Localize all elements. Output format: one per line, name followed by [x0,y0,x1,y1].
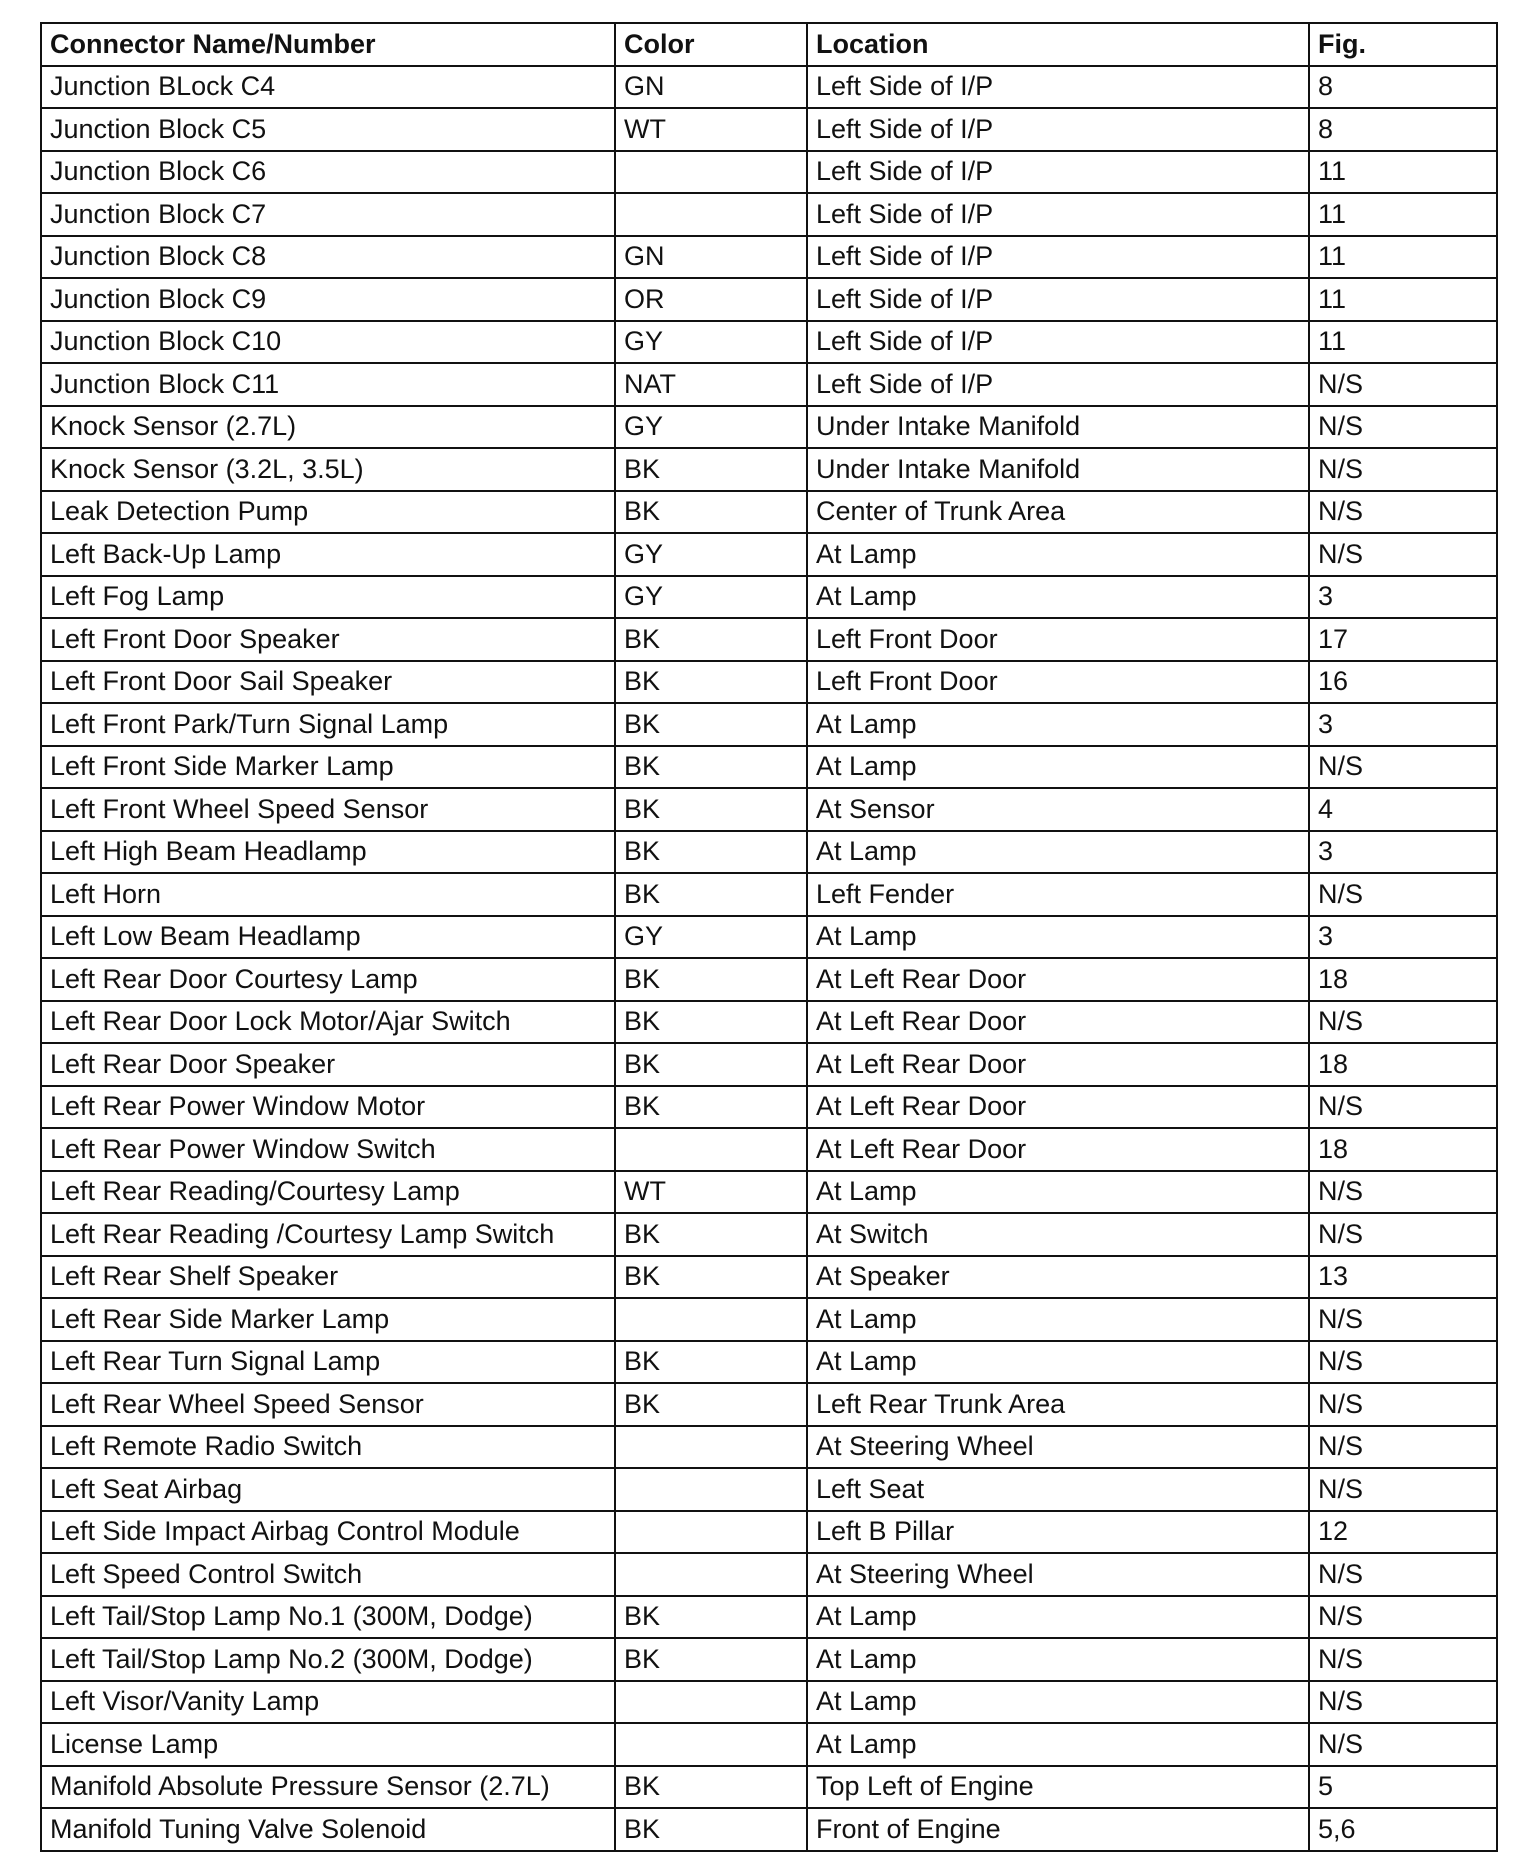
cell-color: GY [615,533,807,576]
table-row [41,1468,1497,1511]
table-row [41,1766,1497,1809]
cell-location: At Lamp [807,1638,1309,1681]
cell-color: BK [615,1213,807,1256]
cell-color [615,1298,807,1341]
cell-connector-name: Junction Block C9 [41,278,615,321]
cell-location: At Lamp [807,1681,1309,1724]
cell-location: Left Seat [807,1468,1309,1511]
cell-fig: 4 [1309,788,1497,831]
cell-color: GN [615,66,807,109]
cell-color: BK [615,958,807,1001]
cell-location: Left Side of I/P [807,321,1309,364]
cell-color: WT [615,1171,807,1214]
cell-location: Under Intake Manifold [807,448,1309,491]
cell-connector-name: License Lamp [41,1723,615,1766]
cell-location: Left Front Door [807,618,1309,661]
cell-fig: N/S [1309,1383,1497,1426]
cell-location: At Left Rear Door [807,1001,1309,1044]
table-row [41,1128,1497,1171]
cell-connector-name: Left Rear Door Courtesy Lamp [41,958,615,1001]
table-row [41,1001,1497,1044]
table-row [41,1171,1497,1214]
table-row [41,1086,1497,1129]
cell-color [615,1723,807,1766]
table-row [41,958,1497,1001]
cell-fig: 5 [1309,1766,1497,1809]
cell-location: At Lamp [807,831,1309,874]
table-row [41,448,1497,491]
cell-location: Center of Trunk Area [807,491,1309,534]
cell-fig: N/S [1309,1341,1497,1384]
cell-color: BK [615,703,807,746]
table-row [41,661,1497,704]
cell-fig: N/S [1309,448,1497,491]
cell-color [615,1681,807,1724]
cell-location: Left Side of I/P [807,151,1309,194]
cell-connector-name: Left Speed Control Switch [41,1553,615,1596]
cell-fig: 3 [1309,916,1497,959]
cell-connector-name: Left Front Side Marker Lamp [41,746,615,789]
cell-fig: N/S [1309,1426,1497,1469]
cell-color: WT [615,108,807,151]
cell-connector-name: Left Remote Radio Switch [41,1426,615,1469]
cell-color: BK [615,1256,807,1299]
header-location: Location [807,23,1309,66]
cell-fig: 11 [1309,321,1497,364]
cell-connector-name: Manifold Absolute Pressure Sensor (2.7L) [41,1766,615,1809]
table-row [41,1511,1497,1554]
table-body [41,66,1497,1851]
cell-connector-name: Junction Block C11 [41,363,615,406]
table-row [41,406,1497,449]
cell-fig: N/S [1309,363,1497,406]
cell-color: BK [615,1596,807,1639]
cell-fig: N/S [1309,873,1497,916]
table-row [41,1341,1497,1384]
header-fig: Fig. [1309,23,1497,66]
table-row [41,1596,1497,1639]
cell-connector-name: Left Rear Door Speaker [41,1043,615,1086]
table-row [41,491,1497,534]
table-row [41,151,1497,194]
cell-fig: 18 [1309,1128,1497,1171]
cell-connector-name: Left Front Door Sail Speaker [41,661,615,704]
cell-connector-name: Manifold Tuning Valve Solenoid [41,1808,615,1851]
cell-color: OR [615,278,807,321]
cell-fig: N/S [1309,533,1497,576]
cell-color: BK [615,1808,807,1851]
cell-location: Under Intake Manifold [807,406,1309,449]
cell-location: Left Side of I/P [807,363,1309,406]
cell-color [615,1511,807,1554]
cell-connector-name: Left Low Beam Headlamp [41,916,615,959]
cell-connector-name: Knock Sensor (2.7L) [41,406,615,449]
table-row [41,1723,1497,1766]
cell-location: Left B Pillar [807,1511,1309,1554]
cell-color [615,1426,807,1469]
cell-fig: N/S [1309,746,1497,789]
cell-fig: 8 [1309,108,1497,151]
table-row [41,1298,1497,1341]
table-row [41,278,1497,321]
cell-location: At Lamp [807,576,1309,619]
cell-location: At Left Rear Door [807,1043,1309,1086]
cell-fig: 11 [1309,236,1497,279]
cell-color: BK [615,1766,807,1809]
cell-fig: 5,6 [1309,1808,1497,1851]
table-row [41,1043,1497,1086]
cell-fig: N/S [1309,1298,1497,1341]
cell-color: BK [615,1043,807,1086]
cell-connector-name: Left Rear Reading /Courtesy Lamp Switch [41,1213,615,1256]
cell-color: BK [615,1086,807,1129]
cell-color: GY [615,321,807,364]
table-row [41,1426,1497,1469]
table-row [41,1638,1497,1681]
cell-connector-name: Left Front Door Speaker [41,618,615,661]
cell-color: BK [615,746,807,789]
cell-location: Left Side of I/P [807,193,1309,236]
cell-location: Left Rear Trunk Area [807,1383,1309,1426]
cell-connector-name: Left Rear Power Window Motor [41,1086,615,1129]
cell-location: At Lamp [807,1723,1309,1766]
cell-location: At Lamp [807,533,1309,576]
cell-connector-name: Left Visor/Vanity Lamp [41,1681,615,1724]
cell-connector-name: Left Rear Door Lock Motor/Ajar Switch [41,1001,615,1044]
cell-color [615,1128,807,1171]
cell-connector-name: Left Rear Reading/Courtesy Lamp [41,1171,615,1214]
table-row [41,576,1497,619]
cell-color: BK [615,873,807,916]
cell-fig: N/S [1309,1596,1497,1639]
cell-location: Left Front Door [807,661,1309,704]
cell-location: At Lamp [807,916,1309,959]
cell-fig: N/S [1309,1001,1497,1044]
cell-fig: 18 [1309,1043,1497,1086]
cell-location: At Lamp [807,746,1309,789]
table-row [41,1681,1497,1724]
connector-table [40,22,1498,1852]
table-row [41,1553,1497,1596]
cell-color: GY [615,576,807,619]
cell-color [615,1468,807,1511]
table-row [41,1256,1497,1299]
cell-location: Front of Engine [807,1808,1309,1851]
cell-connector-name: Left Fog Lamp [41,576,615,619]
cell-location: At Left Rear Door [807,1128,1309,1171]
cell-connector-name: Left Rear Shelf Speaker [41,1256,615,1299]
table-row [41,1808,1497,1851]
cell-fig: N/S [1309,1468,1497,1511]
cell-connector-name: Junction Block C10 [41,321,615,364]
table-row [41,533,1497,576]
table-row [41,236,1497,279]
cell-connector-name: Left Front Park/Turn Signal Lamp [41,703,615,746]
cell-connector-name: Left Rear Side Marker Lamp [41,1298,615,1341]
cell-connector-name: Left Rear Turn Signal Lamp [41,1341,615,1384]
cell-fig: 3 [1309,831,1497,874]
cell-connector-name: Junction Block C5 [41,108,615,151]
header-color: Color [615,23,807,66]
cell-connector-name: Left High Beam Headlamp [41,831,615,874]
cell-connector-name: Left Tail/Stop Lamp No.2 (300M, Dodge) [41,1638,615,1681]
table-row [41,66,1497,109]
cell-fig: 17 [1309,618,1497,661]
cell-location: Left Side of I/P [807,66,1309,109]
cell-location: At Switch [807,1213,1309,1256]
table-row [41,873,1497,916]
cell-connector-name: Left Front Wheel Speed Sensor [41,788,615,831]
cell-connector-name: Junction Block C8 [41,236,615,279]
cell-location: Left Side of I/P [807,236,1309,279]
cell-color: BK [615,1001,807,1044]
cell-connector-name: Left Tail/Stop Lamp No.1 (300M, Dodge) [41,1596,615,1639]
cell-fig: 11 [1309,151,1497,194]
cell-location: At Sensor [807,788,1309,831]
cell-fig: N/S [1309,1553,1497,1596]
cell-color: BK [615,1383,807,1426]
cell-fig: N/S [1309,1723,1497,1766]
cell-fig: N/S [1309,1086,1497,1129]
cell-color: BK [615,788,807,831]
cell-connector-name: Junction BLock C4 [41,66,615,109]
cell-color: NAT [615,363,807,406]
cell-connector-name: Left Seat Airbag [41,1468,615,1511]
table-row [41,618,1497,661]
cell-color: BK [615,661,807,704]
cell-location: Left Side of I/P [807,278,1309,321]
cell-fig: 3 [1309,576,1497,619]
cell-fig: 8 [1309,66,1497,109]
table-row [41,916,1497,959]
cell-connector-name: Knock Sensor (3.2L, 3.5L) [41,448,615,491]
cell-connector-name: Left Back-Up Lamp [41,533,615,576]
table-row [41,788,1497,831]
cell-color: GY [615,916,807,959]
cell-color: BK [615,831,807,874]
cell-location: At Lamp [807,703,1309,746]
cell-color [615,193,807,236]
cell-fig: N/S [1309,491,1497,534]
cell-connector-name: Left Side Impact Airbag Control Module [41,1511,615,1554]
cell-color: BK [615,448,807,491]
cell-color: BK [615,491,807,534]
cell-fig: N/S [1309,1638,1497,1681]
cell-fig: N/S [1309,1213,1497,1256]
cell-location: At Lamp [807,1171,1309,1214]
cell-connector-name: Left Rear Wheel Speed Sensor [41,1383,615,1426]
cell-connector-name: Junction Block C6 [41,151,615,194]
cell-location: At Speaker [807,1256,1309,1299]
cell-fig: 16 [1309,661,1497,704]
cell-location: At Left Rear Door [807,958,1309,1001]
table-row [41,1383,1497,1426]
table-header-row [41,23,1497,66]
cell-fig: 11 [1309,278,1497,321]
cell-connector-name: Left Horn [41,873,615,916]
table-row [41,1213,1497,1256]
cell-location: At Lamp [807,1596,1309,1639]
cell-fig: 11 [1309,193,1497,236]
cell-location: At Left Rear Door [807,1086,1309,1129]
cell-connector-name: Left Rear Power Window Switch [41,1128,615,1171]
table-row [41,108,1497,151]
cell-color: BK [615,1341,807,1384]
cell-fig: N/S [1309,1681,1497,1724]
cell-fig: N/S [1309,1171,1497,1214]
table-row [41,193,1497,236]
cell-location: At Lamp [807,1341,1309,1384]
cell-location: Top Left of Engine [807,1766,1309,1809]
cell-fig: 3 [1309,703,1497,746]
cell-fig: 18 [1309,958,1497,1001]
cell-location: At Steering Wheel [807,1426,1309,1469]
cell-color: BK [615,618,807,661]
cell-location: Left Side of I/P [807,108,1309,151]
cell-color [615,1553,807,1596]
cell-color [615,151,807,194]
cell-color: GY [615,406,807,449]
table-row [41,321,1497,364]
cell-connector-name: Leak Detection Pump [41,491,615,534]
cell-color: GN [615,236,807,279]
cell-fig: N/S [1309,406,1497,449]
table-row [41,703,1497,746]
header-connector-name: Connector Name/Number [41,23,615,66]
cell-fig: 12 [1309,1511,1497,1554]
table-row [41,363,1497,406]
cell-location: At Lamp [807,1298,1309,1341]
cell-location: Left Fender [807,873,1309,916]
cell-location: At Steering Wheel [807,1553,1309,1596]
cell-connector-name: Junction Block C7 [41,193,615,236]
table-row [41,831,1497,874]
cell-fig: 13 [1309,1256,1497,1299]
cell-color: BK [615,1638,807,1681]
table-row [41,746,1497,789]
